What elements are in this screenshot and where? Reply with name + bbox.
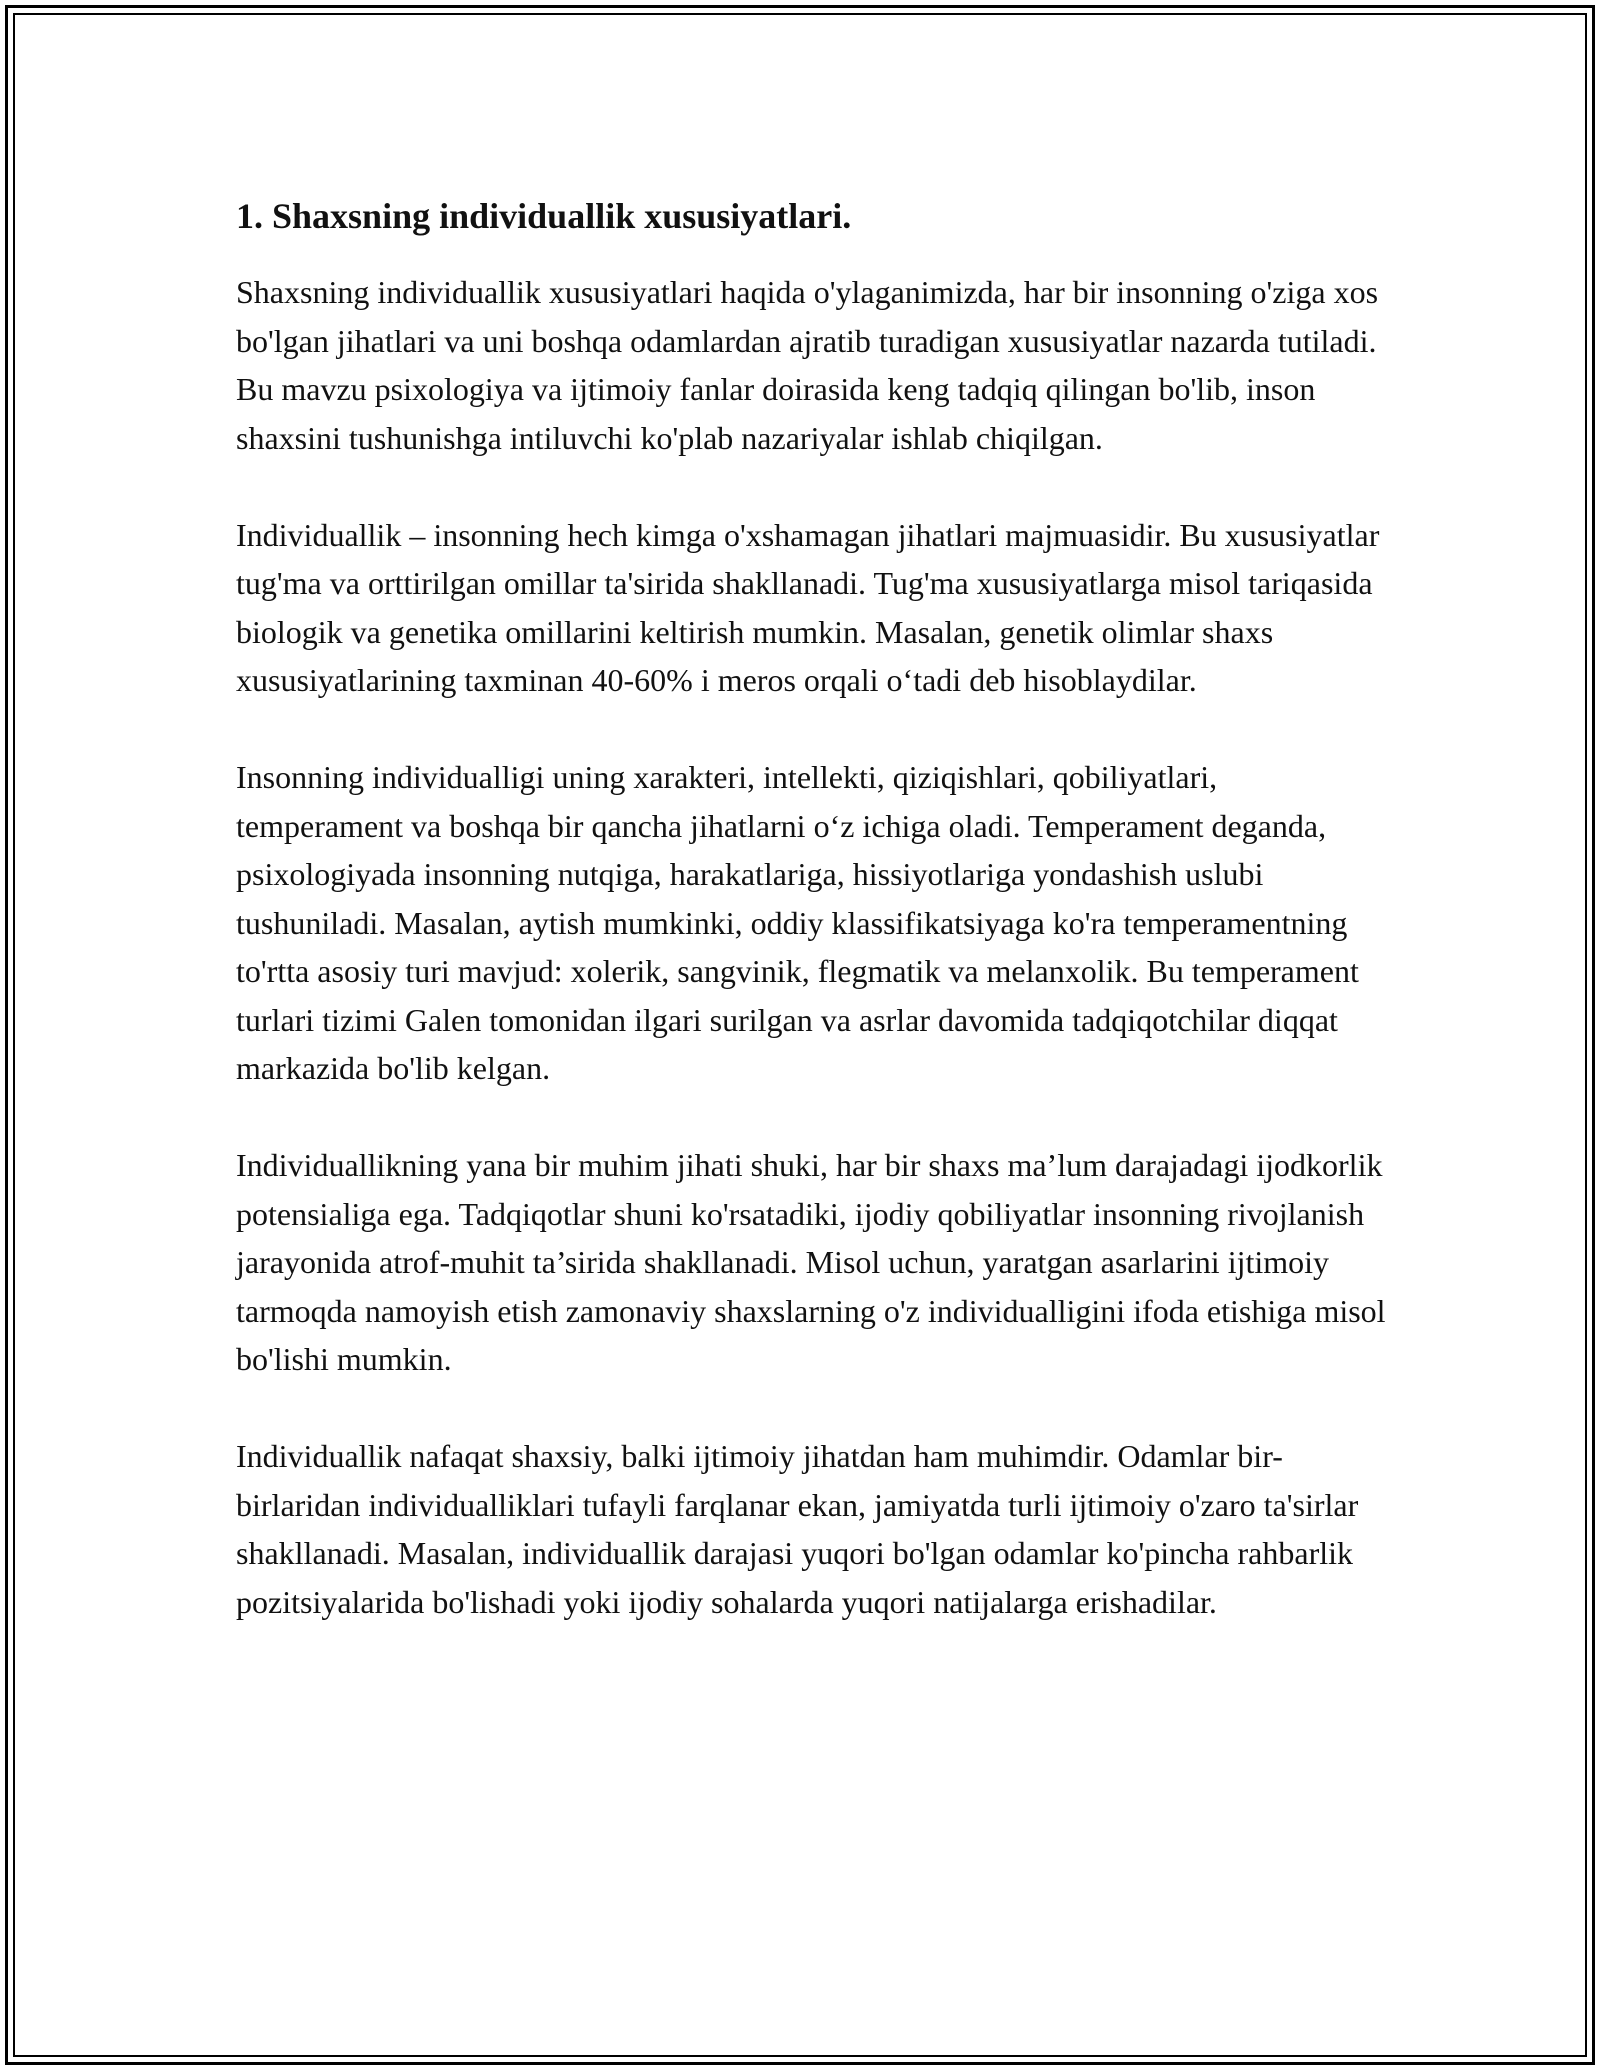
paragraph-5: Individuallik nafaqat shaxsiy, balki ijtimoiy jihatdan ham muhimdir. Odamlar bir-birlaridan individualliklari tufayli farqlanar ekan, jamiyatda turli ijtimoiy o'zaro ta'sirlar shakllanadi. Masalan, individuallik darajasi yuqori bo'lgan odamlar ko'pincha rahbarlik pozitsiyalarida bo'lishadi yoki ijodiy sohalarda yuqori natijalarga erishadilar. bbox=[236, 1438, 1359, 1620]
paragraph-2: Individuallik – insonning hech kimga o'xshamagan jihatlari majmuasidir. Bu xususiyatlar tug'ma va orttirilgan omillar ta'sirida shakllanadi. Tug'ma xususiyatlarga misol tariqasida biologik va genetika omillarini keltirish mumkin. Masalan, genetik olimlar shaxs xususiyatlarining taxminan 40-60% i meros orqali o‘tadi deb hisoblaydilar. bbox=[236, 516, 1380, 698]
paragraph-1: Shaxsning individuallik xususiyatlari haqida o'ylaganimizda, har bir insonning o'ziga xos bo'lgan jihatlari va uni boshqa odamlardan ajratib turadigan xususiyatlar nazarda tutiladi. Bu mavzu psixologiya va ijtimoiy fanlar doirasida keng tadqiq qilingan bo'lib, inson shaxsini tushunishga intiluvchi ko'plab nazariyalar ishlab chiqilgan. bbox=[236, 274, 1379, 456]
paragraph-4: Individuallikning yana bir muhim jihati shuki, har bir shaxs ma’lum darajadagi ijodkorlik potensialiga ega. Tadqiqotlar shuni ko'rsatadiki, ijodiy qobiliyatlar insonning rivojlanish jarayonida atrof-muhit ta’sirida shakllanadi. Misol uchun, yaratgan asarlarini ijtimoiy tarmoqda namoyish etish zamonaviy shaxslarning o'z individualligini ifoda etishiga misol bo'lishi mumkin. bbox=[236, 1147, 1386, 1377]
paragraph-3: Insonning individualligi uning xarakteri, intellekti, qiziqishlari, qobiliyatlari, temperament va boshqa bir qancha jihatlarni o‘z ichiga oladi. Temperament deganda, psixologiyada insonning nutqiga, harakatlariga, hissiyotlariga yondashish uslubi tushuniladi. Masalan, aytish mumkinki, oddiy klassifikatsiyaga ko'ra temperamentning to'rtta asosiy turi mavjud: xolerik, sangvinik, flegmatik va melanxolik. Bu temperament turlari tizimi Galen tomonidan ilgari surilgan va asrlar davomida tadqiqotchilar diqqat markazida bo'lib kelgan. bbox=[236, 759, 1359, 1086]
document-body bbox=[236, 186, 1386, 1675]
document-title: 1. Shaxsning individuallik xususiyatlari. bbox=[236, 196, 852, 236]
